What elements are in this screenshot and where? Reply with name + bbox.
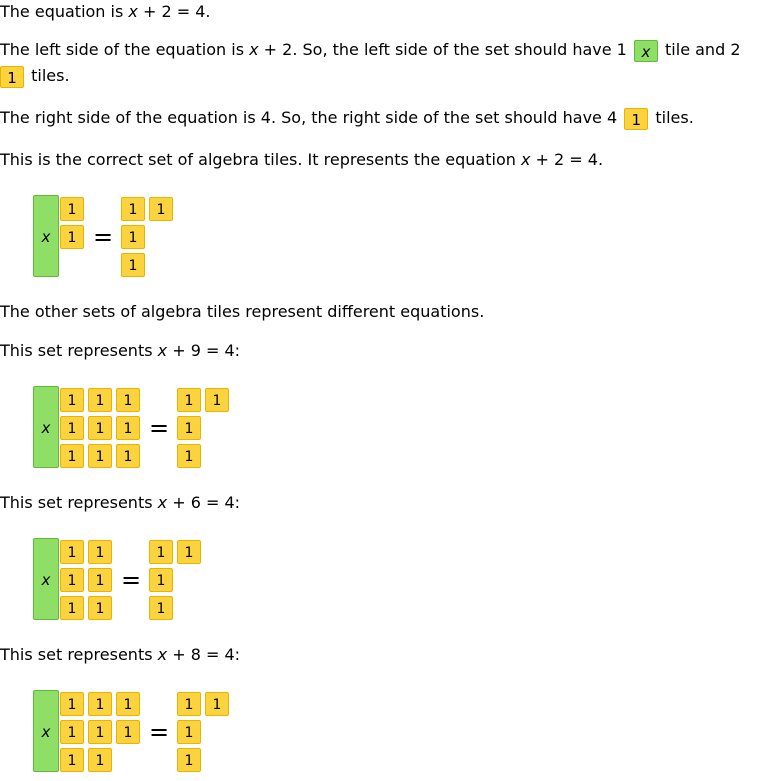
equals-sign: = [148,718,170,746]
one-tile: 1 [88,720,112,744]
one-tile: 1 [177,444,201,468]
one-tile: 1 [88,388,112,412]
set-caption: This set represents x + 9 = 4: [0,341,241,360]
correct-set-statement: This is the correct set of algebra tiles. It represents the equation x + 2 = 4. [0,150,604,169]
one-tile: 1 [121,253,145,277]
one-tile: 1 [116,416,140,440]
right-side-explanation: The right side of the equation is 4. So, the right side of the set should have 4 1 tiles. [0,108,694,129]
x-tile-label: x [41,419,51,437]
left-side-explanation: The left side of the equation is x + 2. So, the left side of the set should have 1 x tile and 2 [0,40,741,61]
one-tile: 1 [177,692,201,716]
one-tile: 1 [60,416,84,440]
one-tile: 1 [205,692,229,716]
one-tile: 1 [116,388,140,412]
x-tile-label: x [41,723,51,741]
equals-sign: = [92,223,114,251]
one-tile: 1 [88,596,112,620]
one-tile: 1 [116,720,140,744]
one-tile: 1 [60,568,84,592]
one-tile: 1 [88,748,112,772]
one-tile: 1 [149,568,173,592]
one-tile: 1 [149,540,173,564]
one-tile: 1 [88,692,112,716]
one-tile: 1 [177,540,201,564]
one-tile: 1 [88,444,112,468]
set-caption: This set represents x + 6 = 4: [0,493,241,512]
one-tile: 1 [60,388,84,412]
one-tile: 1 [60,197,84,221]
one-tile: 1 [116,692,140,716]
x-tile-label: x [41,571,51,589]
left-side-explanation-cont: 1 tiles. [0,65,70,88]
one-tile: 1 [121,197,145,221]
one-tile: 1 [149,197,173,221]
one-tile: 1 [177,720,201,744]
one-tile: 1 [116,444,140,468]
one-tile: 1 [177,748,201,772]
one-tile: 1 [60,720,84,744]
one-tile: 1 [60,540,84,564]
set-caption: This set represents x + 8 = 4: [0,645,241,664]
one-tile: 1 [149,596,173,620]
one-tile: 1 [60,692,84,716]
equals-sign: = [120,566,142,594]
inline-one-tile: 1 [0,66,24,88]
one-tile: 1 [60,596,84,620]
equation-statement: The equation is x + 2 = 4. [0,2,211,21]
one-tile: 1 [60,225,84,249]
one-tile: 1 [88,568,112,592]
one-tile: 1 [60,748,84,772]
one-tile: 1 [88,540,112,564]
x-tile-label: x [41,228,51,246]
one-tile: 1 [88,416,112,440]
one-tile: 1 [205,388,229,412]
inline-one-tile: 1 [624,108,648,130]
one-tile: 1 [121,225,145,249]
one-tile: 1 [177,416,201,440]
equals-sign: = [148,414,170,442]
one-tile: 1 [177,388,201,412]
other-sets-statement: The other sets of algebra tiles represent different equations. [0,302,485,321]
one-tile: 1 [60,444,84,468]
inline-x-tile: x [634,40,658,62]
